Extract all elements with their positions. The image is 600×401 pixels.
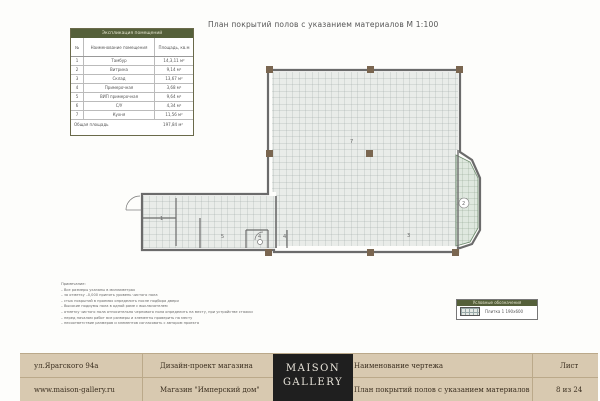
note-line: – отметку чистого пола относительно чернового пола определить на месту, при устройстве стяжки bbox=[61, 309, 253, 314]
sheet-number: 8 из 24 bbox=[556, 386, 583, 394]
row-no: 6 bbox=[71, 102, 84, 110]
row-area: 4,34 м² bbox=[166, 103, 182, 108]
room-label: 4 bbox=[283, 234, 287, 240]
row-name: Кухня bbox=[84, 111, 155, 119]
legend-box bbox=[456, 299, 538, 320]
row-no: 5 bbox=[71, 93, 84, 101]
header-no: № bbox=[71, 38, 84, 56]
maison-gallery-logo bbox=[273, 354, 353, 401]
row-no: 3 bbox=[71, 75, 84, 83]
tile-swatch bbox=[460, 307, 480, 316]
legend-title: Условные обозначения bbox=[457, 300, 537, 306]
note-line: – за отметку –0,000 принять уровень чистого пола bbox=[61, 293, 158, 298]
logo-line-2: GALLERY bbox=[282, 377, 344, 388]
row-no: 2 bbox=[71, 66, 84, 74]
website-link[interactable]: www.maison-gallery.ru bbox=[34, 386, 115, 394]
row-area: 13,67 м² bbox=[165, 76, 183, 81]
project-name: Дизайн-проект магазина bbox=[160, 362, 253, 370]
note-line: – Все размеры указаны в миллиметрах bbox=[61, 287, 136, 292]
note-line: – перед началом работ все размеры и элементы проверить на месту bbox=[61, 315, 193, 320]
total-value: 197,84 м² bbox=[163, 122, 183, 127]
row-no: 7 bbox=[71, 111, 84, 119]
note-line: – несоответствие размеров и элементов согласовать с автором проекта bbox=[61, 321, 200, 326]
title-block bbox=[20, 353, 598, 401]
room-label: 7 bbox=[350, 139, 354, 145]
row-name: С/У bbox=[84, 102, 155, 110]
legend-item-label: Плитка 1 190х600 bbox=[485, 309, 524, 314]
notes-block bbox=[61, 282, 361, 327]
row-area: 9,14 м² bbox=[166, 67, 182, 72]
note-line: Примечание: bbox=[61, 282, 86, 286]
row-no: 1 bbox=[71, 57, 84, 65]
divider bbox=[532, 354, 533, 401]
header-name: Наименование помещения bbox=[84, 38, 155, 56]
note-line: – стык покрытий в проемах определить после подбора двери bbox=[61, 298, 179, 303]
row-area: 14,3,11 м² bbox=[163, 58, 185, 63]
room-label: 4 bbox=[258, 234, 262, 240]
drawing-label: Наименование чертежа bbox=[354, 362, 444, 370]
row-name: Склад bbox=[84, 75, 155, 83]
plan-title: План покрытий полов с указанием материалов М 1:100 bbox=[208, 20, 439, 29]
row-area: 11,56 м² bbox=[165, 112, 183, 117]
room-label: 3 bbox=[407, 233, 411, 239]
room-label: 5 bbox=[221, 234, 225, 240]
row-area: 9,64 м² bbox=[166, 94, 182, 99]
row-name: Витрина bbox=[84, 66, 155, 74]
logo-line-1: MAISON bbox=[285, 363, 341, 374]
row-area: 3,68 м² bbox=[166, 85, 182, 90]
sheet-label: Лист bbox=[560, 362, 579, 370]
room-label: 2 bbox=[462, 201, 466, 207]
divider bbox=[142, 354, 143, 401]
total-label: Общая площадь bbox=[74, 122, 109, 127]
row-name: ВИП примерочная bbox=[84, 93, 155, 101]
room-label: 1 bbox=[160, 216, 164, 222]
row-name: Примерочная bbox=[84, 84, 155, 92]
legend-item bbox=[457, 306, 537, 317]
drawing-name: План покрытий полов с указанием материалов bbox=[354, 386, 530, 394]
explication-title: Экспликация помещений bbox=[71, 29, 193, 38]
header-area: Площадь, кв.м bbox=[158, 44, 190, 50]
tiled-floor bbox=[143, 72, 478, 248]
row-no: 4 bbox=[71, 84, 84, 92]
note-line: – Высокие подиумы пола в одной раме с выключателем bbox=[61, 304, 168, 309]
shop-name: Магазин "Имперский дом" bbox=[160, 386, 260, 394]
row-name: Тамбур bbox=[84, 57, 155, 65]
address: ул.Ярагского 94а bbox=[34, 362, 99, 370]
